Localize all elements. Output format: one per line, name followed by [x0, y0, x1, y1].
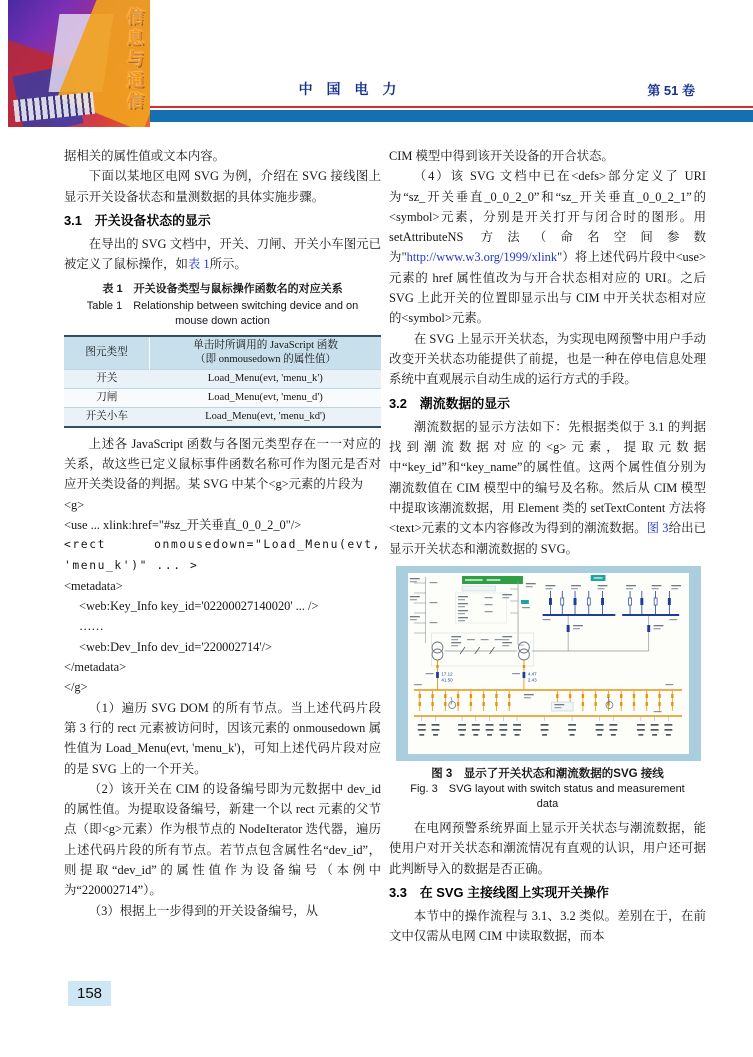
station-banner — [455, 576, 523, 623]
measurement-value: 2.43 — [527, 677, 537, 683]
table-cell: 开关小车 — [64, 407, 150, 427]
measurement-value: 17.12 — [441, 671, 453, 677]
figure-caption-en-line: Fig. 3 SVG layout with switch status and measurement — [410, 782, 685, 795]
figure-caption-en — [389, 782, 706, 812]
paragraph-text: 在导出的 SVG 文档中，开关、刀闸、开关小车图元已被定义了鼠标操作，如 — [64, 237, 381, 272]
header-rule-blue — [150, 110, 753, 122]
table-cell: Load_Menu(evt, 'menu_d') — [150, 388, 381, 407]
table-row — [64, 369, 381, 388]
header-rule-red — [150, 106, 753, 108]
table-header-cell — [150, 336, 381, 370]
journal-title: 中 国 电 力 — [298, 81, 402, 97]
code-line: <web:Key_Info key_id='02200027140020' ... /> — [79, 599, 319, 614]
paragraph: 据相关的属性值或文本内容。 — [64, 149, 226, 163]
paragraph-text: 潮流数据的显示方法如下：先根据类似于 3.1 的判据找到潮流数据对应的<g>元素，提取元数据中“key_id”和“key_name”的属性值。这两个属性值分别为潮流数值在 CIM 模型中的编号及名称。然后从 CIM 模型中提取该潮流数据，用 Element 类的 setTextContent 方法将<text>元素的文本内容修改为得到的潮流数据。 — [389, 419, 706, 536]
table-header-line: （即 onmousedown 的属性值） — [194, 353, 337, 365]
paragraph: 下面以某地区电网 SVG 为例，介绍在 SVG 接线图上显示开关设备状态和量测数据的具体实施步骤。 — [64, 169, 381, 204]
left-column — [64, 146, 381, 986]
transformer-1-icon — [432, 642, 443, 660]
paragraph: 上述各 JavaScript 函数与各图元类型存在一一对应的关系，故这些已定义鼠标事件函数名称可作为图元是否对应开关类设备的判据。某 SVG 中某个<g>元素的片段为 — [64, 436, 381, 492]
power-grid-one-line-diagram — [408, 573, 689, 754]
paragraph — [389, 166, 706, 328]
paragraph-text: （4）该 SVG 文档中已在<defs>部分定义了 URI 为“sz_开关垂直_0_0_2_0”和“sz_开关垂直_0_0_2_1”的<symbol>元素，分别是开关打开与闭合时的图形。用 setAttributeNS 方法（命名空间参数为" — [389, 169, 706, 265]
table-header-line: 单击时所调用的 JavaScript 函数 — [193, 339, 338, 351]
code-line: …… — [79, 619, 104, 634]
table-cell: 开关 — [64, 369, 150, 388]
paragraph: （3）根据上一步得到的开关设备编号，从 — [88, 903, 319, 918]
code-line: <use ... xlink:href="#sz_开关垂直_0_0_2_0"/> — [64, 517, 302, 532]
right-column — [389, 146, 706, 1018]
pt-icon — [449, 697, 456, 709]
table-header-cell: 图元类型 — [64, 336, 150, 370]
central-feeder-line — [502, 581, 535, 645]
paragraph: CIM 模型中得到该开关设备的开合状态。 — [389, 149, 614, 163]
table-caption-en: Table 1 Relationship between switching device and on mouse down action — [86, 299, 359, 327]
measurement-value: 4.47 — [527, 671, 537, 677]
figure-3-frame — [396, 566, 701, 761]
section-banner-text: 信息与通信 — [124, 8, 143, 113]
measurement-value: 41.50 — [441, 677, 453, 683]
code-line: </metadata> — [64, 660, 127, 675]
table-cell: 刀闸 — [64, 388, 150, 407]
orange-bus-1 — [414, 684, 682, 711]
paragraph: 本节中的操作流程与 3.1、3.2 类似。差别在于，在前文中仅需从电网 CIM 中读取数据，而本 — [389, 909, 706, 944]
figure-3-reference-link[interactable]: 图 3 — [646, 521, 669, 536]
code-line: <rect onmousedown="Load_Menu(evt, 'menu_k')" ... > — [64, 538, 381, 572]
paragraph — [389, 417, 706, 559]
code-line: <g> — [64, 497, 85, 512]
measurement-risers — [426, 660, 537, 690]
paragraph-text: 所示。 — [209, 257, 247, 272]
section-heading-3-3: 3.3 在 SVG 主接线图上实现开关操作 — [389, 884, 609, 900]
figure-caption-zh: 图 3 显示了开关状态和潮流数据的SVG 接线 — [431, 767, 664, 780]
page-number: 158 — [68, 981, 111, 1006]
table-cell: Load_Menu(evt, 'menu_kd') — [150, 407, 381, 427]
paragraph: （1）遍历 SVG DOM 的所有节点。当上述代码片段第 3 行的 rect 元素被访问时，因该元素的 onmousedown 属性值为 Load_Menu(evt, 'menu_k')，可知上述代码片段对应的是 SVG 上的一个开关。 — [64, 700, 381, 776]
table-row — [64, 388, 381, 407]
xlink-namespace-url-link[interactable]: http://www.w3.org/1999/xlink — [406, 250, 558, 265]
table-1-reference-link[interactable]: 表 1 — [187, 257, 210, 272]
paragraph: 在电网预警系统界面上显示开关状态与潮流数据，能使用户对开关状态和潮流情况有直观的认识，用户还可据此判断导入的数据是否正确。 — [389, 820, 706, 876]
transformer-section — [432, 633, 649, 666]
code-line: <metadata> — [64, 578, 123, 593]
orange-bus-2 — [414, 711, 682, 736]
table-1 — [64, 335, 381, 428]
paragraph: 在 SVG 上显示开关状态，为实现电网预警中用户手动改变开关状态功能提供了前提，也是一种在停电信息处理系统中直观展示自动生成的运行方式的手段。 — [389, 331, 706, 387]
section-heading-3-1: 3.1 开关设备状态的显示 — [64, 212, 211, 228]
figure-3-canvas — [408, 573, 689, 754]
section-cover-image — [8, 0, 150, 127]
code-line: </g> — [64, 680, 88, 695]
section-heading-3-2: 3.2 潮流数据的显示 — [389, 395, 511, 411]
paragraph-text: 给出已显示开关状态和潮流数据的 SVG。 — [389, 521, 706, 556]
volume-label: 第 51 卷 — [647, 83, 695, 98]
figure-caption-en-line: data — [536, 797, 559, 810]
paragraph-text: "）将上述代码片段中<use>元素的 href 属性值改为与开合状态相对应的 URI。之后 SVG 上此开关的位置即显示出与 CIM 中开关状态相对应的<symbol>元素。 — [389, 250, 706, 326]
code-line: <web:Dev_Info dev_id='220002714'/> — [79, 639, 273, 654]
table-row — [64, 407, 381, 427]
navy-bus-section — [543, 575, 682, 651]
table-cell: Load_Menu(evt, 'menu_k') — [150, 369, 381, 388]
table-caption-zh: 表 1 开关设备类型与鼠标操作函数名的对应关系 — [102, 282, 343, 295]
paragraph: （2）该开关在 CIM 的设备编号即为元数据中 dev_id 的属性值。为提取设备编号，新建一个以 rect 元素的父节点（即<g>元素）作为根节点的 NodeIterator 迭代器，遍历上述代码片段的所有节点。若节点包含属性名“dev_id”，则提取“dev_id”的属性值作为设备编号（本例中为“220002714”）。 — [64, 781, 381, 898]
paragraph — [64, 234, 381, 275]
table-header-row — [64, 336, 381, 370]
